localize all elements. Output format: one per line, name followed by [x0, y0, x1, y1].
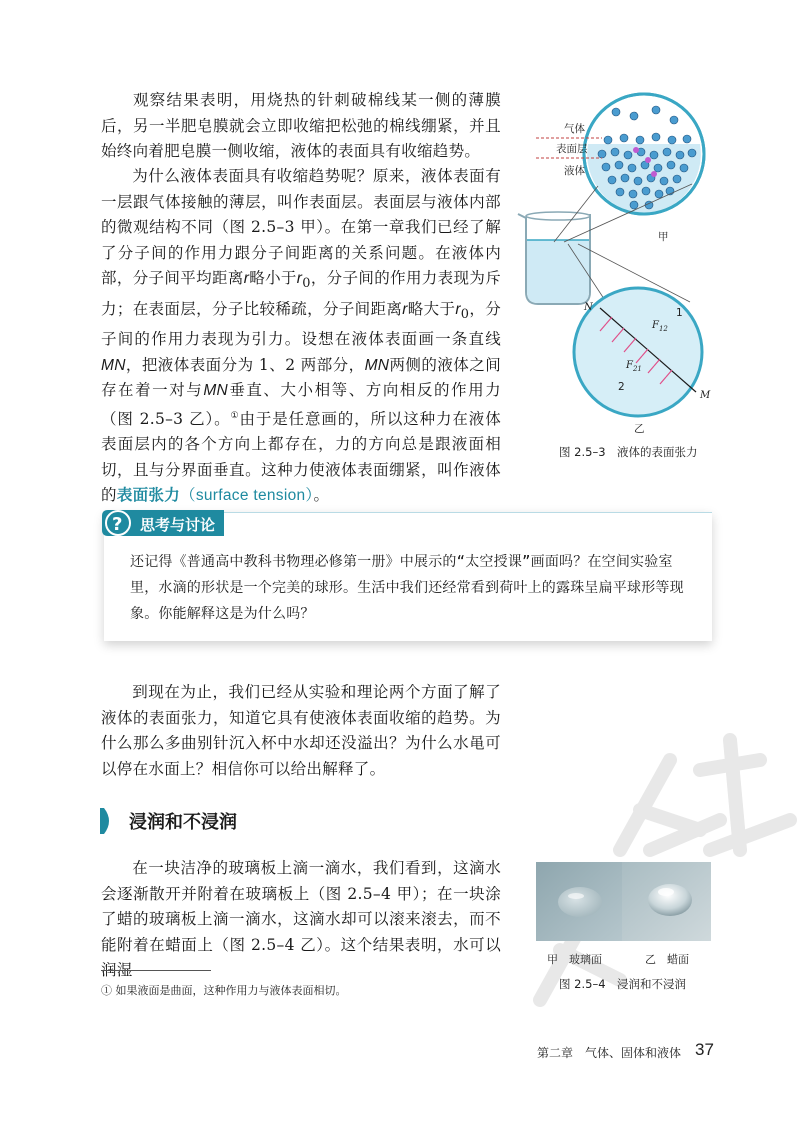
chapter-footer: 第二章 气体、固体和液体 [537, 1046, 682, 1060]
label-f12: $F_{12}$ [652, 320, 668, 333]
symbol-mn: MN [203, 382, 229, 400]
label-yi: 乙 [634, 423, 645, 435]
text-run: 由于是任意画的，所以这种力在液体表面层内的各个方向上都存在，力的方向总是跟液面相切，且与分界面垂直。这种力使液体表面绷紧，叫作液体的 [101, 409, 501, 505]
footnote-marker[interactable]: ① [230, 410, 240, 421]
figure-caption-2-5-4: 图 2.5–4 浸润和不浸润 [559, 977, 687, 991]
symbol-mn: MN [101, 356, 126, 374]
photo-label-glass: 甲 玻璃面 [547, 953, 602, 966]
footnote-divider [101, 970, 211, 971]
think-discuss-title: 思考与讨论 [140, 516, 216, 534]
label-region-1: 1 [676, 307, 683, 319]
text-run: 两侧的液体之间存在着一对与 [101, 355, 501, 400]
term-surface-tension: 表面张力 [116, 486, 181, 505]
label-n: N [584, 302, 593, 313]
molecule-circle [584, 94, 704, 214]
text-run: 为什么液体表面具有收缩趋势呢？原来，液体表面有一层跟气体接触的薄层，叫作表面层。表面层与液体内部的微观结构不同（图 2.5–3 甲）。在第一章我们已经了解了分子间的作用力跟分子间距离的关系问题。在液体内部，分子间平均距离 [101, 167, 501, 287]
label-f21: $F_{21}$ [626, 360, 642, 373]
paragraph-observation-text: 观察结果表明，用烧热的针刺破棉线某一侧的薄膜后，另一半肥皂膜就会立即收缩把松弛的棉线绷紧，并且始终向着肥皂膜一侧收缩，液体的表面具有收缩趋势。 [101, 91, 501, 160]
paragraph-wetting-text: 在一块洁净的玻璃板上滴一滴水，我们看到，这滴水会逐渐散开并附着在玻璃板上（图 2.5–4 甲）；在一块涂了蜡的玻璃板上滴一滴水，这滴水却可以滚来滚去，而不能附着在蜡面上（图 2.5–4 乙）。这个结果表明，水可以润湿 [101, 859, 501, 979]
text-run: 垂直、大小相等、方向相反的作用力（图 2.5–3 乙）。 [101, 381, 501, 428]
paragraph-conclusion [101, 680, 501, 782]
think-discuss-text: 还记得《普通高中教科书物理必修第一册》中展示的“太空授课”画面吗？在空间实验室里，水滴的形状是一个完美的球形。生活中我们还经常看到荷叶上的露珠呈扁平球形等现象。你能解释这是为什么吗？ [130, 554, 684, 622]
symbol-r0: r [455, 300, 461, 318]
section-marker-icon [100, 808, 114, 834]
symbol-r: r [402, 300, 408, 318]
footnote: ① 如果液面是曲面，这种作用力与液体表面相切。 [101, 984, 347, 997]
symbol-mn: MN [364, 356, 390, 374]
photo-label-wax: 乙 蜡面 [645, 953, 689, 966]
question-icon: ? [112, 514, 123, 535]
text-run: ，分子间的作用力表现为引力。设想在液体表面画一条直线 [101, 299, 502, 349]
paragraph-observation [101, 88, 501, 165]
text-run: ，分子间的作用力表现为斥力；在表面层，分子比较稀疏，分子间距离 [101, 269, 502, 318]
label-liquid: 液体 [564, 165, 585, 177]
surface-force-circle [574, 288, 702, 416]
beaker-icon [518, 212, 590, 304]
symbol-r: r [243, 270, 250, 287]
symbol-r0: r [296, 270, 303, 287]
figure-surface-tension [506, 92, 726, 462]
term-surface-tension-en: （surface tension） [180, 487, 314, 505]
photo-glass-surface [536, 862, 622, 941]
text-run: 略小于 [249, 269, 297, 287]
label-surface-layer: 表面层 [556, 143, 588, 155]
paragraph-surface-layer [101, 164, 501, 509]
section-heading: 浸润和不浸润 [129, 812, 237, 833]
page-number: 37 [695, 1040, 714, 1059]
label-region-2: 2 [618, 381, 625, 393]
text-run: 。 [313, 486, 330, 505]
label-gas: 气体 [564, 123, 585, 135]
subscript-zero: 0 [302, 276, 311, 292]
photo-wax-surface [622, 862, 711, 941]
text-run: ，把液体表面分为 1、2 两部分， [125, 355, 365, 374]
paragraph-conclusion-text: 到现在为止，我们已经从实验和理论两个方面了解了液体的表面张力，知道它具有使液体表面收缩的趋势。为什么那么多曲别针沉入杯中水却还没溢出？为什么水黾可以停在水面上？相信你可以给出解释了。 [101, 683, 501, 778]
paragraph-wetting [101, 856, 501, 984]
text-run: 略大于 [407, 299, 456, 318]
label-m: M [700, 390, 711, 401]
label-jia: 甲 [658, 231, 669, 243]
subscript-zero: 0 [460, 306, 470, 322]
figure-caption-2-5-3: 图 2.5–3 液体的表面张力 [559, 445, 698, 459]
